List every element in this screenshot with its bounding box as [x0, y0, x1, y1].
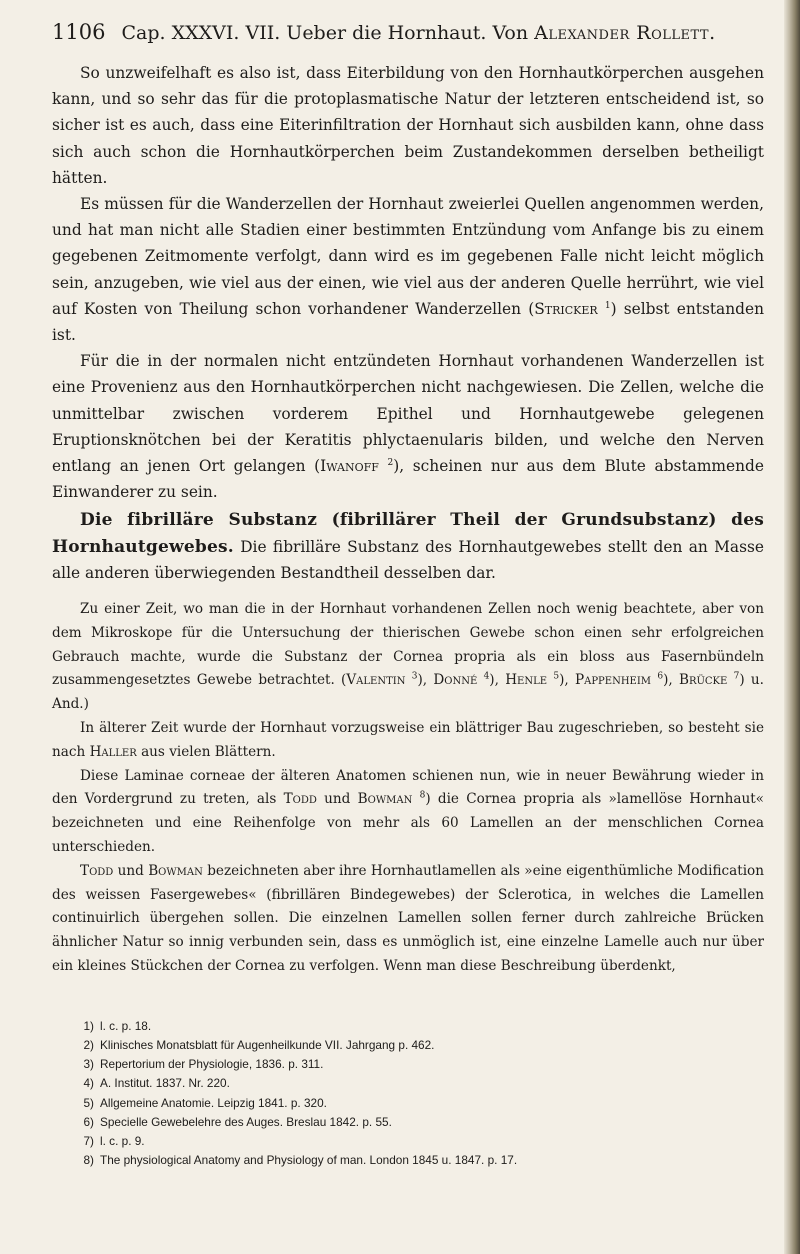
small-p2-text: In älterer Zeit wurde der Hornhaut vorzugsweise ein blättriger Bau zugeschrieben, so besteht sie nach: [52, 720, 764, 760]
main-text: [52, 60, 764, 586]
footnote-number: 2): [83, 1038, 94, 1053]
paragraph-2: [52, 191, 764, 348]
ref-iwanoff: Iwanoff: [320, 457, 379, 476]
small-p1-text: Zu einer Zeit, wo man die in der Hornhaut vorhandenen Zellen noch wenig beachtete, aber von dem Mikroskope für die Untersuchung der thierischen Gewebe schon einen sehr erfolgreichen Gebrauch machte, wurde die Substanz der Cornea propria als ein bloss aus Fasernbündeln zusammengesetztes Gewebe betrachtet. (: [52, 601, 764, 689]
footnote-number: 4): [83, 1076, 94, 1091]
small-p4-text: bezeichneten aber ihre Hornhautlamellen als »eine eigenthümliche Modification des weissen Fasergewebes« (fibrillären Bindegewebes) der Sclerotica, in welches die Lamellen continuirlich übergehen sollen. Die einzelnen Lamellen sollen ferner durch zahlreiche Brücken ähnlicher Natur so innig verbunden sein, dass es unmöglich ist, eine einzelne Lamelle auch nur über ein kleines Stückchen der Cornea zu verfolgen. Wenn man diese Beschreibung überdenkt,: [52, 862, 764, 975]
small-p4-und: und: [113, 862, 149, 879]
footnote-ref-2[interactable]: 2: [387, 457, 394, 468]
ref-bowman: Bowman: [357, 791, 413, 808]
footnote-text: Repertorium der Physiologie, 1836. p. 311.: [100, 1057, 324, 1072]
footnote-ref-7[interactable]: 7: [733, 671, 740, 682]
ref-henle: Henle: [505, 672, 548, 689]
paragraph-1: So unzweifelhaft es also ist, dass Eiterbildung von den Hornhautkörperchen ausgehen kann, und so sehr das für die protoplasmatische Natur der letzteren entscheidend ist, so sicher ist es auch, dass eine Eiterinfiltration der Hornhaut sich ausbilden kann, ohne dass sich auch schon die Hornhautkörperchen beim Zustandekommen derselben betheiligt hätten.: [52, 64, 764, 187]
footnote-ref-1[interactable]: 1: [604, 300, 611, 311]
paragraph-2-tail: ) selbst entstanden ist.: [52, 299, 764, 345]
section-text: Die fibrilläre Substanz des Hornhautgewebes stellt den an Masse alle anderen überwiegenden Bestandtheil desselben dar.: [52, 537, 764, 582]
footnote-1: [72, 1017, 764, 1036]
footnote-text: The physiological Anatomy and Physiology of man. London 1845 u. 1847. p. 17.: [100, 1153, 518, 1168]
footnote-5: [72, 1094, 764, 1113]
footnote-number: 1): [83, 1018, 94, 1033]
footnote-6: [72, 1113, 764, 1132]
footnote-4: [72, 1074, 764, 1093]
ref-valentin: Valentin: [346, 672, 406, 689]
footnote-number: 3): [83, 1057, 94, 1072]
section-paragraph: [52, 507, 764, 586]
ref-todd: Todd: [283, 791, 317, 808]
small-p3-end: ) die Cornea propria als »lamellöse Hornhaut« bezeichneten und eine Reihenfolge von mehr als 60 Lamellen an der menschlichen Cornea unterschieden.: [52, 791, 764, 856]
paragraph-3-text: Für die in der normalen nicht entzündeten Hornhaut vorhandenen Wanderzellen ist eine Provenienz aus den Hornhautkörperchen nicht nachgewiesen. Die Zellen, welche die unmittelbar zwischen vorderem Epithel und Hornhautgewebe gelegenen Eruptionsknötchen bei der Keratitis phlyctaenularis bilden, und welche den Nerven entlang an jenen Ort gelangen (: [52, 352, 764, 476]
ref-haller: Haller: [89, 743, 137, 760]
footnote-3: [72, 1055, 764, 1074]
footnotes: [52, 1017, 764, 1171]
small-print-section: [52, 598, 764, 979]
paragraph-3-tail: ), scheinen nur aus dem Blute abstammende Einwanderer zu sein.: [52, 457, 764, 502]
footnote-number: 6): [83, 1114, 94, 1129]
section-heading: Die fibrilläre Substanz (fibrillärer Theil der Grundsubstanz) des Hornhautgewebes.: [52, 510, 764, 557]
footnote-2: [72, 1036, 764, 1055]
ref-donne: Donné: [433, 672, 478, 689]
page-body: [52, 60, 764, 1170]
running-header: [52, 20, 752, 45]
footnote-ref-5[interactable]: 5: [553, 671, 560, 682]
footnote-text: A. Institut. 1837. Nr. 220.: [100, 1076, 230, 1091]
ref-bowman-2: Bowman: [148, 862, 203, 879]
footnote-number: 5): [83, 1095, 94, 1110]
small-p2-end: aus vielen Blättern.: [136, 743, 276, 760]
small-p1-end: u. And.): [52, 672, 764, 713]
small-paragraph-3: [52, 765, 764, 860]
footnote-ref-3[interactable]: 3: [411, 671, 418, 682]
footnote-text: Specielle Gewebelehre des Auges. Breslau 1842. p. 55.: [100, 1114, 392, 1129]
footnote-text: l. c. p. 18.: [100, 1018, 152, 1033]
ref-pappenheim: Pappenheim: [574, 672, 652, 689]
footnote-text: Allgemeine Anatomie. Leipzig 1841. p. 320.: [100, 1095, 327, 1110]
ref-todd-2: Todd: [80, 862, 114, 879]
small-paragraph-4: [52, 860, 764, 979]
paragraph-2-text: Es müssen für die Wanderzellen der Hornhaut zweierlei Quellen angenommen werden, und hat man nicht alle Stadien einer bestimmten Entzündung vom Anfange bis zu einem gegebenen Zeitmomente verfolgt, dann wird es im gegebenen Falle nicht leicht möglich sein, anzugeben, wie viel aus der einen, wie viel aus der anderen Quelle herrührt, wie viel auf Kosten von Theilung schon vorhandener Wanderzellen (: [52, 195, 764, 318]
header-chapter: Cap. XXXVI. VII. Ueber die Hornhaut. Von: [121, 22, 529, 44]
footnote-number: 8): [83, 1153, 94, 1168]
footnote-text: l. c. p. 9.: [100, 1134, 145, 1149]
small-p3-und: und: [316, 791, 358, 808]
footnote-ref-4[interactable]: 4: [483, 671, 490, 682]
ref-bruecke: Brücke: [678, 672, 728, 689]
footnote-list: [52, 1017, 764, 1171]
footnote-8: [72, 1151, 764, 1170]
footnote-text: Klinisches Monatsblatt für Augenheilkunde VII. Jahrgang p. 462.: [100, 1038, 435, 1053]
ref-stricker: Stricker: [534, 299, 598, 318]
footnote-ref-8[interactable]: 8: [419, 790, 426, 801]
page-number: 1106: [52, 20, 106, 44]
footnote-number: 7): [83, 1134, 94, 1149]
small-p3-text: Diese Laminae corneae der älteren Anatomen schienen nun, wie in neuer Bewährung wieder in den Vordergrund zu treten, als: [52, 767, 764, 808]
small-paragraph-2: [52, 717, 764, 765]
small-paragraph-1: Zu einer Zeit, wo man die in der Hornhaut vorhandenen Zellen noch wenig beachtete, aber von dem Mikroskope für die Untersuchung der thierischen Gewebe schon einen sehr erfolgreichen Gebrauch machte, wurde die Substanz der Cornea propria als ein bloss aus Fasernbündeln zusammengesetztes Gewebe betrachtet. (Valentin $^3$), Donné $^4$), Henle $^5$), Pappenheim $^6$), Brücke $^7$) u. And.): [52, 601, 764, 713]
footnote-7: [72, 1132, 764, 1151]
footnote-ref-6[interactable]: 6: [657, 671, 664, 682]
header-author: Alexander Rollett.: [534, 22, 716, 44]
page-binding-edge: [784, 0, 800, 1254]
paragraph-3: [52, 348, 764, 505]
